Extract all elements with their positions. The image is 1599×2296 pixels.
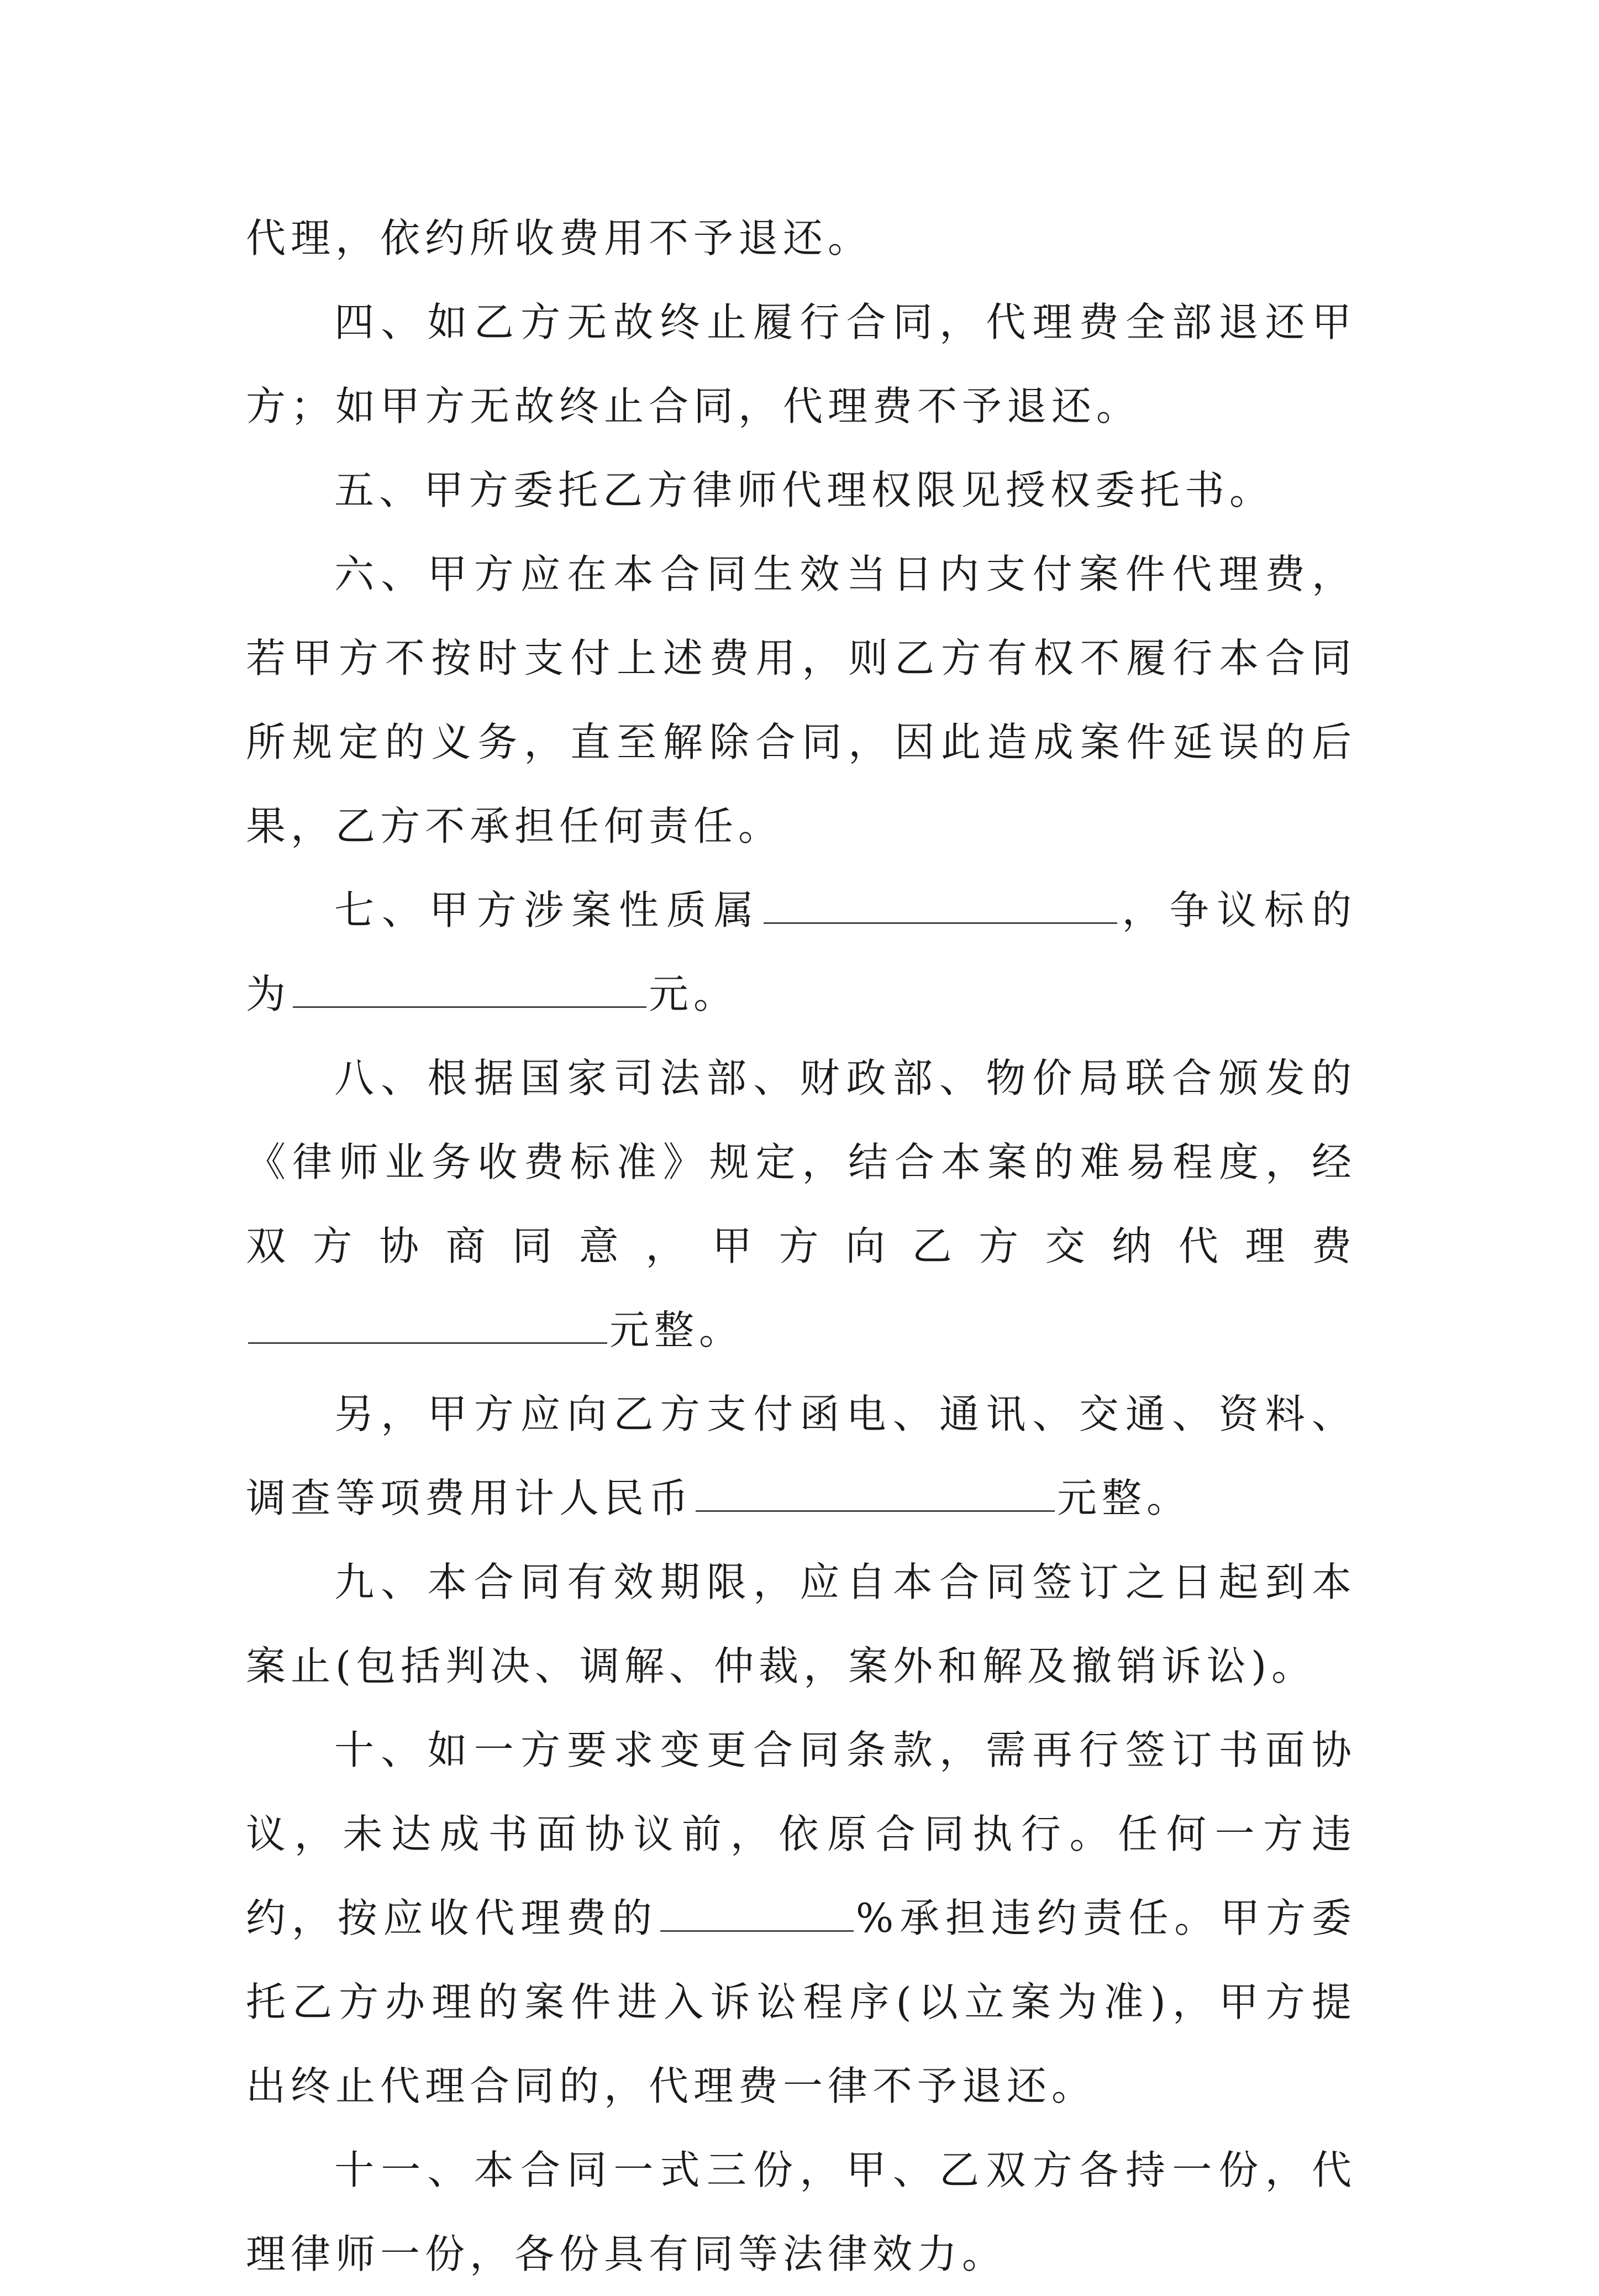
- clause-7-text-2: ，争议标的为: [246, 887, 1356, 1017]
- agency-fee-blank[interactable]: [248, 1309, 607, 1344]
- clause-10: [246, 1708, 1356, 2128]
- clause-7-text-1: 七、甲方涉案性质属: [334, 887, 761, 933]
- clause-8-extra-text-2: 元整。: [1057, 1475, 1192, 1521]
- contract-body: [246, 196, 1356, 2296]
- clause-8-text-2: 元整。: [609, 1307, 744, 1353]
- clause-4: 四、如乙方无故终止履行合同，代理费全部退还甲方；如甲方无故终止合同，代理费不予退还。: [246, 299, 1356, 429]
- clause-10-text-1: 十、如一方要求变更合同条款，需再行签订书面协议，未达成书面协议前，依原合同执行。任何一方违约，按应收代理费的: [246, 1727, 1356, 1941]
- paragraph-continuation: 代理，依约所收费用不予退还。: [246, 215, 873, 261]
- expenses-amount-blank[interactable]: [696, 1477, 1055, 1512]
- clause-8: [246, 1036, 1356, 1372]
- clause-6: 六、甲方应在本合同生效当日内支付案件代理费，若甲方不按时支付上述费用，则乙方有权不履行本合同所规定的义务，直至解除合同，因此造成案件延误的后果，乙方不承担任何责任。: [246, 551, 1356, 849]
- clause-7: [246, 868, 1356, 1036]
- clause-5: 五、甲方委托乙方律师代理权限见授权委托书。: [334, 467, 1275, 513]
- clause-8-text-1: 八、根据国家司法部、财政部、物价局联合颁发的《律师业务收费标准》规定，结合本案的难易程度，经双方协商同意，甲方向乙方交纳代理费: [246, 1055, 1356, 1269]
- clause-9: 九、本合同有效期限，应自本合同签订之日起到本案止(包括判决、调解、仲裁，案外和解及撤销诉讼)。: [246, 1559, 1356, 1689]
- penalty-percent-blank[interactable]: [660, 1897, 854, 1932]
- clause-7-text-3: 元。: [649, 971, 739, 1017]
- clause-10-text-2: %承担违约责任。甲方委托乙方办理的案件进入诉讼程序(以立案为准)，甲方提出终止代理合同的，代理费一律不予退还。: [246, 1895, 1356, 2109]
- clause-11: 十一、本合同一式三份，甲、乙双方各持一份，代理律师一份，各份具有同等法律效力。: [246, 2147, 1356, 2277]
- clause-8-extra: [246, 1372, 1356, 1540]
- case-nature-blank[interactable]: [764, 889, 1117, 924]
- clause-8-extra-text-1: 另，甲方应向乙方支付函电、通讯、交通、资料、调查等项费用计人民币: [246, 1391, 1356, 1521]
- dispute-amount-blank[interactable]: [293, 973, 646, 1008]
